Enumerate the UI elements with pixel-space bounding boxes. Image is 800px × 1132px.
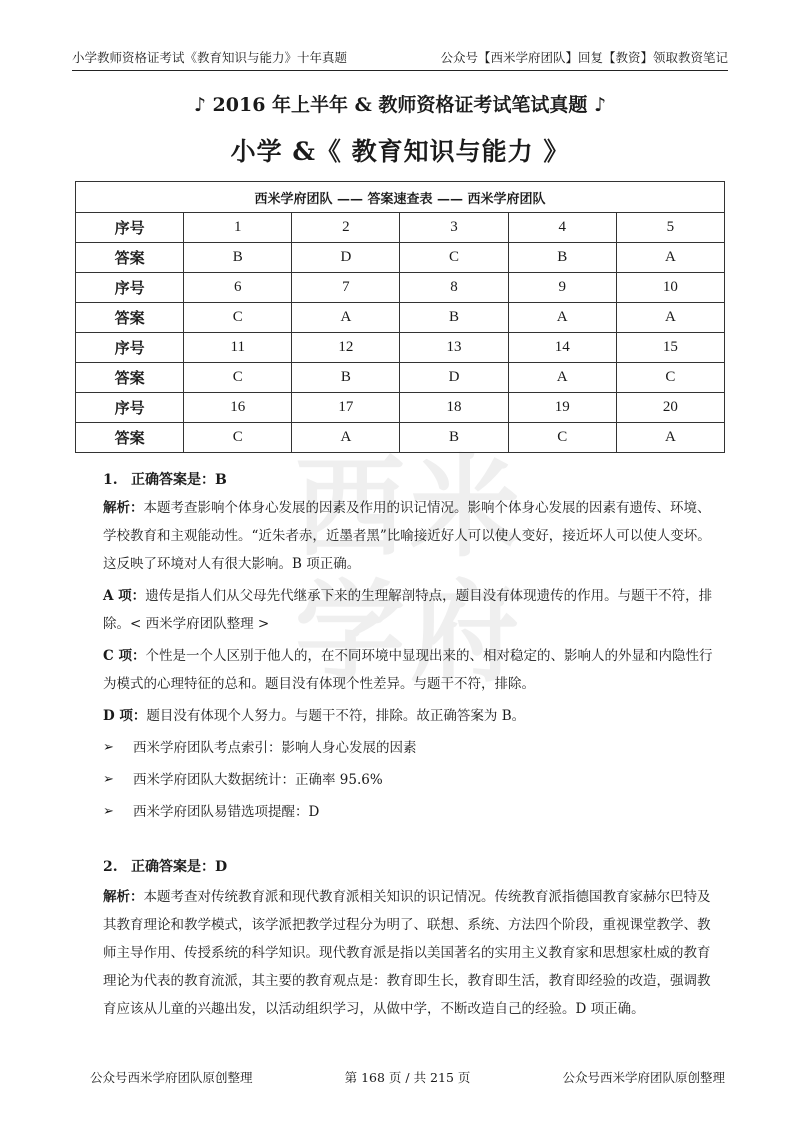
table-row xyxy=(76,333,725,363)
option-tag: < 西米学府团队整理 > xyxy=(130,616,270,632)
header-left: 小学教师资格证考试《教育知识与能力》十年真题 xyxy=(72,50,348,65)
cell: 2 xyxy=(292,213,400,243)
arrow-icon: ➢ xyxy=(103,740,114,755)
cell: 16 xyxy=(184,393,292,423)
page-number: 第 168 页 / 共 215 页 xyxy=(344,1070,471,1085)
arrow-icon: ➢ xyxy=(103,804,114,819)
cell: 15 xyxy=(616,333,724,363)
cell: 13 xyxy=(400,333,508,363)
question-answer: 正确答案是：B xyxy=(131,472,227,488)
analysis-text: 本题考查影响个体身心发展的因素及作用的识记情况。影响个体身心发展的因素有遗传、环境、学校教育和主观能动性。“近朱者赤，近墨者黑”比喻接近好人可以使人变好，接近坏人可以使人变坏。这反映了环境对人有很大影响。B 项正确。 xyxy=(103,500,711,572)
row-label: 序号 xyxy=(76,333,184,363)
header-right: 公众号【西米学府团队】回复【教资】领取教资笔记 xyxy=(440,50,728,65)
row-label: 答案 xyxy=(76,363,184,393)
page-header xyxy=(72,44,728,71)
exam-title: ♪ 2016 年上半年 & 教师资格证考试笔试真题 ♪ xyxy=(193,94,607,116)
row-label: 答案 xyxy=(76,303,184,333)
watermark-char: 西 xyxy=(295,443,405,572)
cell: C xyxy=(508,423,616,453)
footer-left: 公众号西米学府团队原创整理 xyxy=(90,1070,253,1085)
watermark-char: 米 xyxy=(410,443,520,572)
option-label: D 项： xyxy=(103,708,147,724)
row-label: 序号 xyxy=(76,273,184,303)
cell: B xyxy=(400,303,508,333)
cell: 5 xyxy=(616,213,724,243)
bullet-text: 西米学府团队易错选项提醒：D xyxy=(133,804,320,820)
cell: C xyxy=(184,423,292,453)
analysis-label: 解析： xyxy=(103,500,144,516)
cell: 3 xyxy=(400,213,508,243)
answer-table xyxy=(75,181,725,453)
question-heading xyxy=(103,466,723,494)
option-text: 题目没有体现个人努力。与题干不符，排除。故正确答案为 B。 xyxy=(146,708,526,724)
option-d-paragraph xyxy=(103,702,723,730)
cell: D xyxy=(292,243,400,273)
bullet-text: 西米学府团队考点索引：影响人身心发展的因素 xyxy=(133,740,417,756)
table-caption: 西米学府团队 —— 答案速查表 —— 西米学府团队 xyxy=(76,182,725,213)
arrow-icon: ➢ xyxy=(103,772,114,787)
option-label: C 项： xyxy=(103,648,146,664)
page-footer xyxy=(90,1068,725,1086)
option-label: A 项： xyxy=(103,588,146,604)
bullet-text: 西米学府团队大数据统计：正确率 95.6% xyxy=(133,772,383,788)
cell: 11 xyxy=(184,333,292,363)
cell: A xyxy=(616,303,724,333)
cell: A xyxy=(616,423,724,453)
question-number: 1. xyxy=(103,472,118,488)
question-heading xyxy=(103,853,723,881)
question-2 xyxy=(103,853,723,1023)
cell: A xyxy=(616,243,724,273)
cell: 19 xyxy=(508,393,616,423)
option-c-paragraph xyxy=(103,642,723,698)
cell: B xyxy=(184,243,292,273)
cell: 4 xyxy=(508,213,616,243)
footer-right: 公众号西米学府团队原创整理 xyxy=(562,1070,725,1085)
cell: B xyxy=(400,423,508,453)
row-label: 答案 xyxy=(76,243,184,273)
table-row xyxy=(76,393,725,423)
cell: C xyxy=(616,363,724,393)
analysis-paragraph xyxy=(103,494,723,578)
cell: 14 xyxy=(508,333,616,363)
cell: A xyxy=(292,423,400,453)
cell: 1 xyxy=(184,213,292,243)
question-answer: 正确答案是：D xyxy=(131,859,228,875)
list-item xyxy=(103,734,723,762)
question-1 xyxy=(103,466,723,826)
table-row xyxy=(76,273,725,303)
cell: 6 xyxy=(184,273,292,303)
row-label: 序号 xyxy=(76,213,184,243)
cell: C xyxy=(184,303,292,333)
cell: 7 xyxy=(292,273,400,303)
cell: 9 xyxy=(508,273,616,303)
cell: B xyxy=(508,243,616,273)
cell: 12 xyxy=(292,333,400,363)
table-row xyxy=(76,213,725,243)
table-row xyxy=(76,423,725,453)
watermark-char: 府 xyxy=(410,568,520,697)
cell: 8 xyxy=(400,273,508,303)
analysis-paragraph xyxy=(103,883,723,1023)
cell: A xyxy=(292,303,400,333)
cell: C xyxy=(184,363,292,393)
analysis-text: 本题考查对传统教育派和现代教育派相关知识的识记情况。传统教育派指德国教育家赫尔巴特及其教育理论和教学模式，该学派把教学过程分为明了、联想、系统、方法四个阶段，重视课堂教学、教师主导作用、传授系统的科学知识。现代教育派是指以美国著名的实用主义教育家和思想家杜威的教育理论为代表的教育流派，其主要的教育观点是：教育即生长，教育即生活，教育即经验的改造，强调教育应该从儿童的兴趣出发，以活动组织学习，从做中学，不断改造自己的经验。D 项正确。 xyxy=(103,889,711,1017)
option-text: 遗传是指人们从父母先代继承下来的生理解剖特点，题目没有体现遗传的作用。与题干不符，排除。 xyxy=(103,588,713,632)
cell: C xyxy=(400,243,508,273)
list-item xyxy=(103,766,723,794)
cell: 20 xyxy=(616,393,724,423)
table-row xyxy=(76,363,725,393)
cell: 18 xyxy=(400,393,508,423)
cell: B xyxy=(292,363,400,393)
cell: D xyxy=(400,363,508,393)
analysis-label: 解析： xyxy=(103,889,144,905)
option-a-paragraph xyxy=(103,582,723,638)
exam-subtitle: 小学 &《 教育知识与能力 》 xyxy=(230,137,570,166)
row-label: 答案 xyxy=(76,423,184,453)
cell: 10 xyxy=(616,273,724,303)
option-text: 个性是一个人区别于他人的，在不同环境中显现出来的、相对稳定的、影响人的外显和内隐性行为模式的心理特征的总和。题目没有体现个性差异。与题干不符，排除。 xyxy=(103,648,713,692)
row-label: 序号 xyxy=(76,393,184,423)
question-number: 2. xyxy=(103,859,118,875)
list-item xyxy=(103,798,723,826)
table-row xyxy=(76,243,725,273)
watermark-char: 学 xyxy=(295,568,405,697)
cell: A xyxy=(508,303,616,333)
cell: A xyxy=(508,363,616,393)
cell: 17 xyxy=(292,393,400,423)
table-row xyxy=(76,303,725,333)
